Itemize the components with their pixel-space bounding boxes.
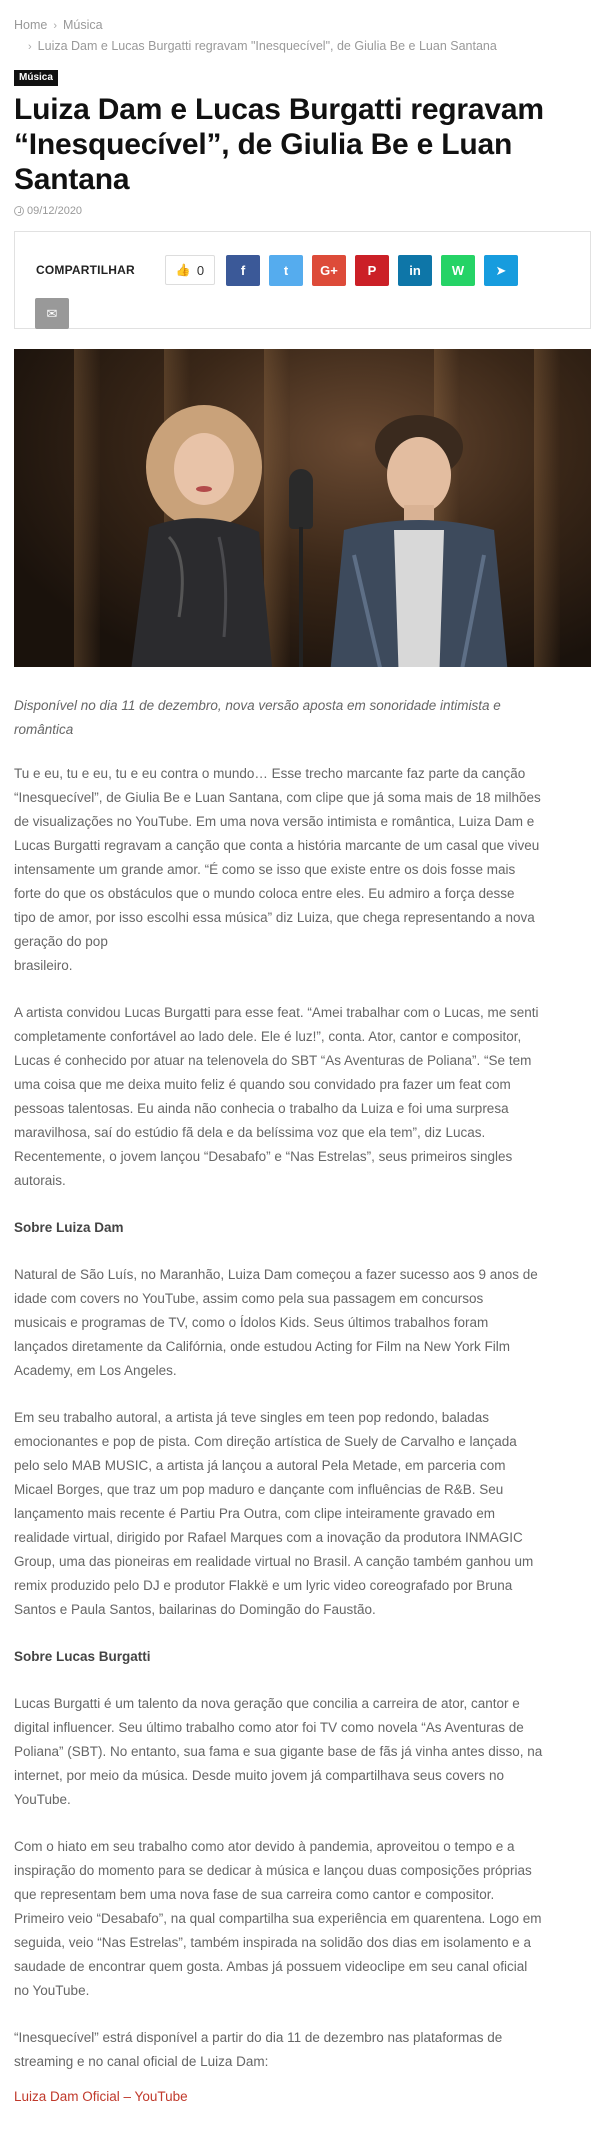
article-paragraph: Tu e eu, tu e eu, tu e eu contra o mundo… Esse trecho marcante faz parte da canção “Inesquecível”, de Giulia Be e Luan Santana, com clipe que já soma mais de 18 milhões de visualizações no YouTube. Em uma nova versão intimista e romântica, Luiza Dam e Lucas Burgatti regravam a canção que conta a história marcante de um casal que viveu intensamente um grande amor. “É como se isso que existe entre os dois fosse mais forte do que os obstáculos que o mundo coloca entre eles. Eu admiro a força desse tipo de amor, por isso escolhi essa música” diz Luiza, que chega representando a nova geração do pop brasileiro. xyxy=(14,766,541,973)
title-line: “Inesquecível”, de Giulia Be e Luan xyxy=(14,128,513,161)
facebook-share-button[interactable] xyxy=(226,255,260,286)
post-date xyxy=(14,205,591,217)
article-paragraph: Lucas Burgatti é um talento da nova geração que concilia a carreira de ator, cantor e digital influencer. Seu último trabalho como ator foi TV como novela “As Aventuras de Poliana” (SBT). No entanto, sua fama e sua gigante base de fãs já vinha antes disso, na internet, por meio da música. Desde muito jovem já compartilhava seus covers no YouTube. xyxy=(14,1696,543,1807)
article-paragraph: A artista convidou Lucas Burgatti para esse feat. “Amei trabalhar com o Lucas, me senti completamente confortável ao lado dele. Ele é luz!”, conta. Ator, cantor e compositor, Lucas é conhecido por atuar na telenovela do SBT “As Aventuras de Poliana”. “Se tem uma coisa que me deixa muito feliz é quando sou convidado pra fazer um feat com pessoas talentosas. Eu ainda não conhecia o trabalho da Luiza e foi uma surpresa maravilhosa, saí do estúdio fã dela e da belíssima voz que ela tem”, diz Lucas. Recentemente, o jovem lançou “Desabafo” e “Nas Estrelas”, seus primeiros singles autorais. xyxy=(14,1005,539,1188)
linkedin-icon: in xyxy=(409,263,421,278)
whatsapp-icon: W xyxy=(451,263,465,278)
breadcrumb-category[interactable]: Música xyxy=(63,18,103,32)
breadcrumb xyxy=(14,0,591,57)
youtube-channel-link[interactable]: Luiza Dam Oficial – YouTube xyxy=(14,2089,188,2104)
thumbs-up-icon: 👍 xyxy=(175,263,191,277)
pinterest-share-button[interactable] xyxy=(355,255,389,286)
image-caption: Disponível no dia 11 de dezembro, nova versão aposta em sonoridade intimista e romântica xyxy=(14,698,501,737)
chevron-right-icon: › xyxy=(53,20,58,32)
like-button[interactable] xyxy=(165,255,215,285)
article-paragraph: “Inesquecível” estrá disponível a partir do dia 11 de dezembro nas plataformas de streaming e no canal oficial de Luiza Dam: xyxy=(14,2030,503,2069)
breadcrumb-current: Luiza Dam e Lucas Burgatti regravam "Inesquecível", de Giulia Be e Luan Santana xyxy=(37,39,497,53)
singer-man-figure xyxy=(324,405,514,667)
date-text: 09/12/2020 xyxy=(27,205,83,217)
article-paragraph: Natural de São Luís, no Maranhão, Luiza Dam começou a fazer sucesso aos 9 anos de idade com covers no YouTube, assim como pela sua passagem em concursos musicais e programas de TV, como o Ídolos Kids. Seus últimos trabalhos foram lançados diretamente da Califórnia, onde estudou Acting for Film na New York Film Academy, em Los Angeles. xyxy=(14,1267,538,1378)
share-box xyxy=(14,231,591,329)
telegram-icon: ➤ xyxy=(495,262,507,278)
chevron-right-icon: › xyxy=(28,41,32,53)
whatsapp-share-button[interactable] xyxy=(441,255,475,286)
twitter-icon: t xyxy=(283,263,289,278)
google-plus-icon: G+ xyxy=(320,263,338,278)
article-body xyxy=(14,762,591,2074)
category-badge[interactable]: Música xyxy=(14,70,58,86)
telegram-share-button[interactable] xyxy=(484,255,518,286)
share-label: COMPARTILHAR xyxy=(36,263,135,277)
facebook-icon: f xyxy=(240,263,246,278)
google-plus-share-button[interactable] xyxy=(312,255,346,286)
clock-icon xyxy=(14,206,24,216)
article-paragraph: Com o hiato em seu trabalho como ator devido à pandemia, aproveitou o tempo e a inspiração do momento para se dedicar à música e lançou duas composições próprias que representam bem uma nova fase de sua carreira como cantor e compositor. Primeiro veio “Desabafo”, na qual compartilha sua experiência em quarentena. Logo em seguida, veio “Nas Estrelas”, também inspirada na solidão dos dias em isolamento e a saudade de encontrar quem gosta. Ambas já possuem videoclipe em seu canal oficial no YouTube. xyxy=(14,1839,542,1998)
title-line: Luiza Dam e Lucas Burgatti regravam xyxy=(14,93,544,126)
article-paragraph: Em seu trabalho autoral, a artista já teve singles em teen pop redondo, baladas emocionantes e pop de pista. Com direção artística de Suely de Carvalho e lançada pelo selo MAB MUSIC, a artista já lançou a autoral Pela Metade, em parceria com Micael Borges, que traz um pop maduro e dançante com influências de R&B. Seu lançamento mais recente é Partiu Pra Outra, com clipe inteiramente gravado em realidade virtual, dirigido por Rafael Marques com a inovação da produtora INMAGIC Group, uma das pioneiras em realidade virtual no Brasil. A canção também ganhou um remix produzido pelo DJ e produtor Flakkë e um lyric video coreografado por Bruna Santos e Paula Santos, bailarinas do Domingão do Faustão. xyxy=(14,1410,534,1617)
email-share-button[interactable] xyxy=(35,298,69,329)
breadcrumb-home[interactable]: Home xyxy=(14,18,48,32)
hero-image xyxy=(14,349,591,667)
section-heading-luiza: Sobre Luiza Dam xyxy=(14,1220,124,1235)
pinterest-icon: P xyxy=(367,263,377,278)
page-title xyxy=(14,92,591,197)
envelope-icon: ✉ xyxy=(46,305,58,321)
section-heading-lucas: Sobre Lucas Burgatti xyxy=(14,1649,151,1664)
microphone-icon xyxy=(289,469,313,529)
twitter-share-button[interactable] xyxy=(269,255,303,286)
linkedin-share-button[interactable] xyxy=(398,255,432,286)
like-count: 0 xyxy=(196,262,205,278)
title-line: Santana xyxy=(14,163,130,196)
singer-woman-figure xyxy=(109,397,279,667)
